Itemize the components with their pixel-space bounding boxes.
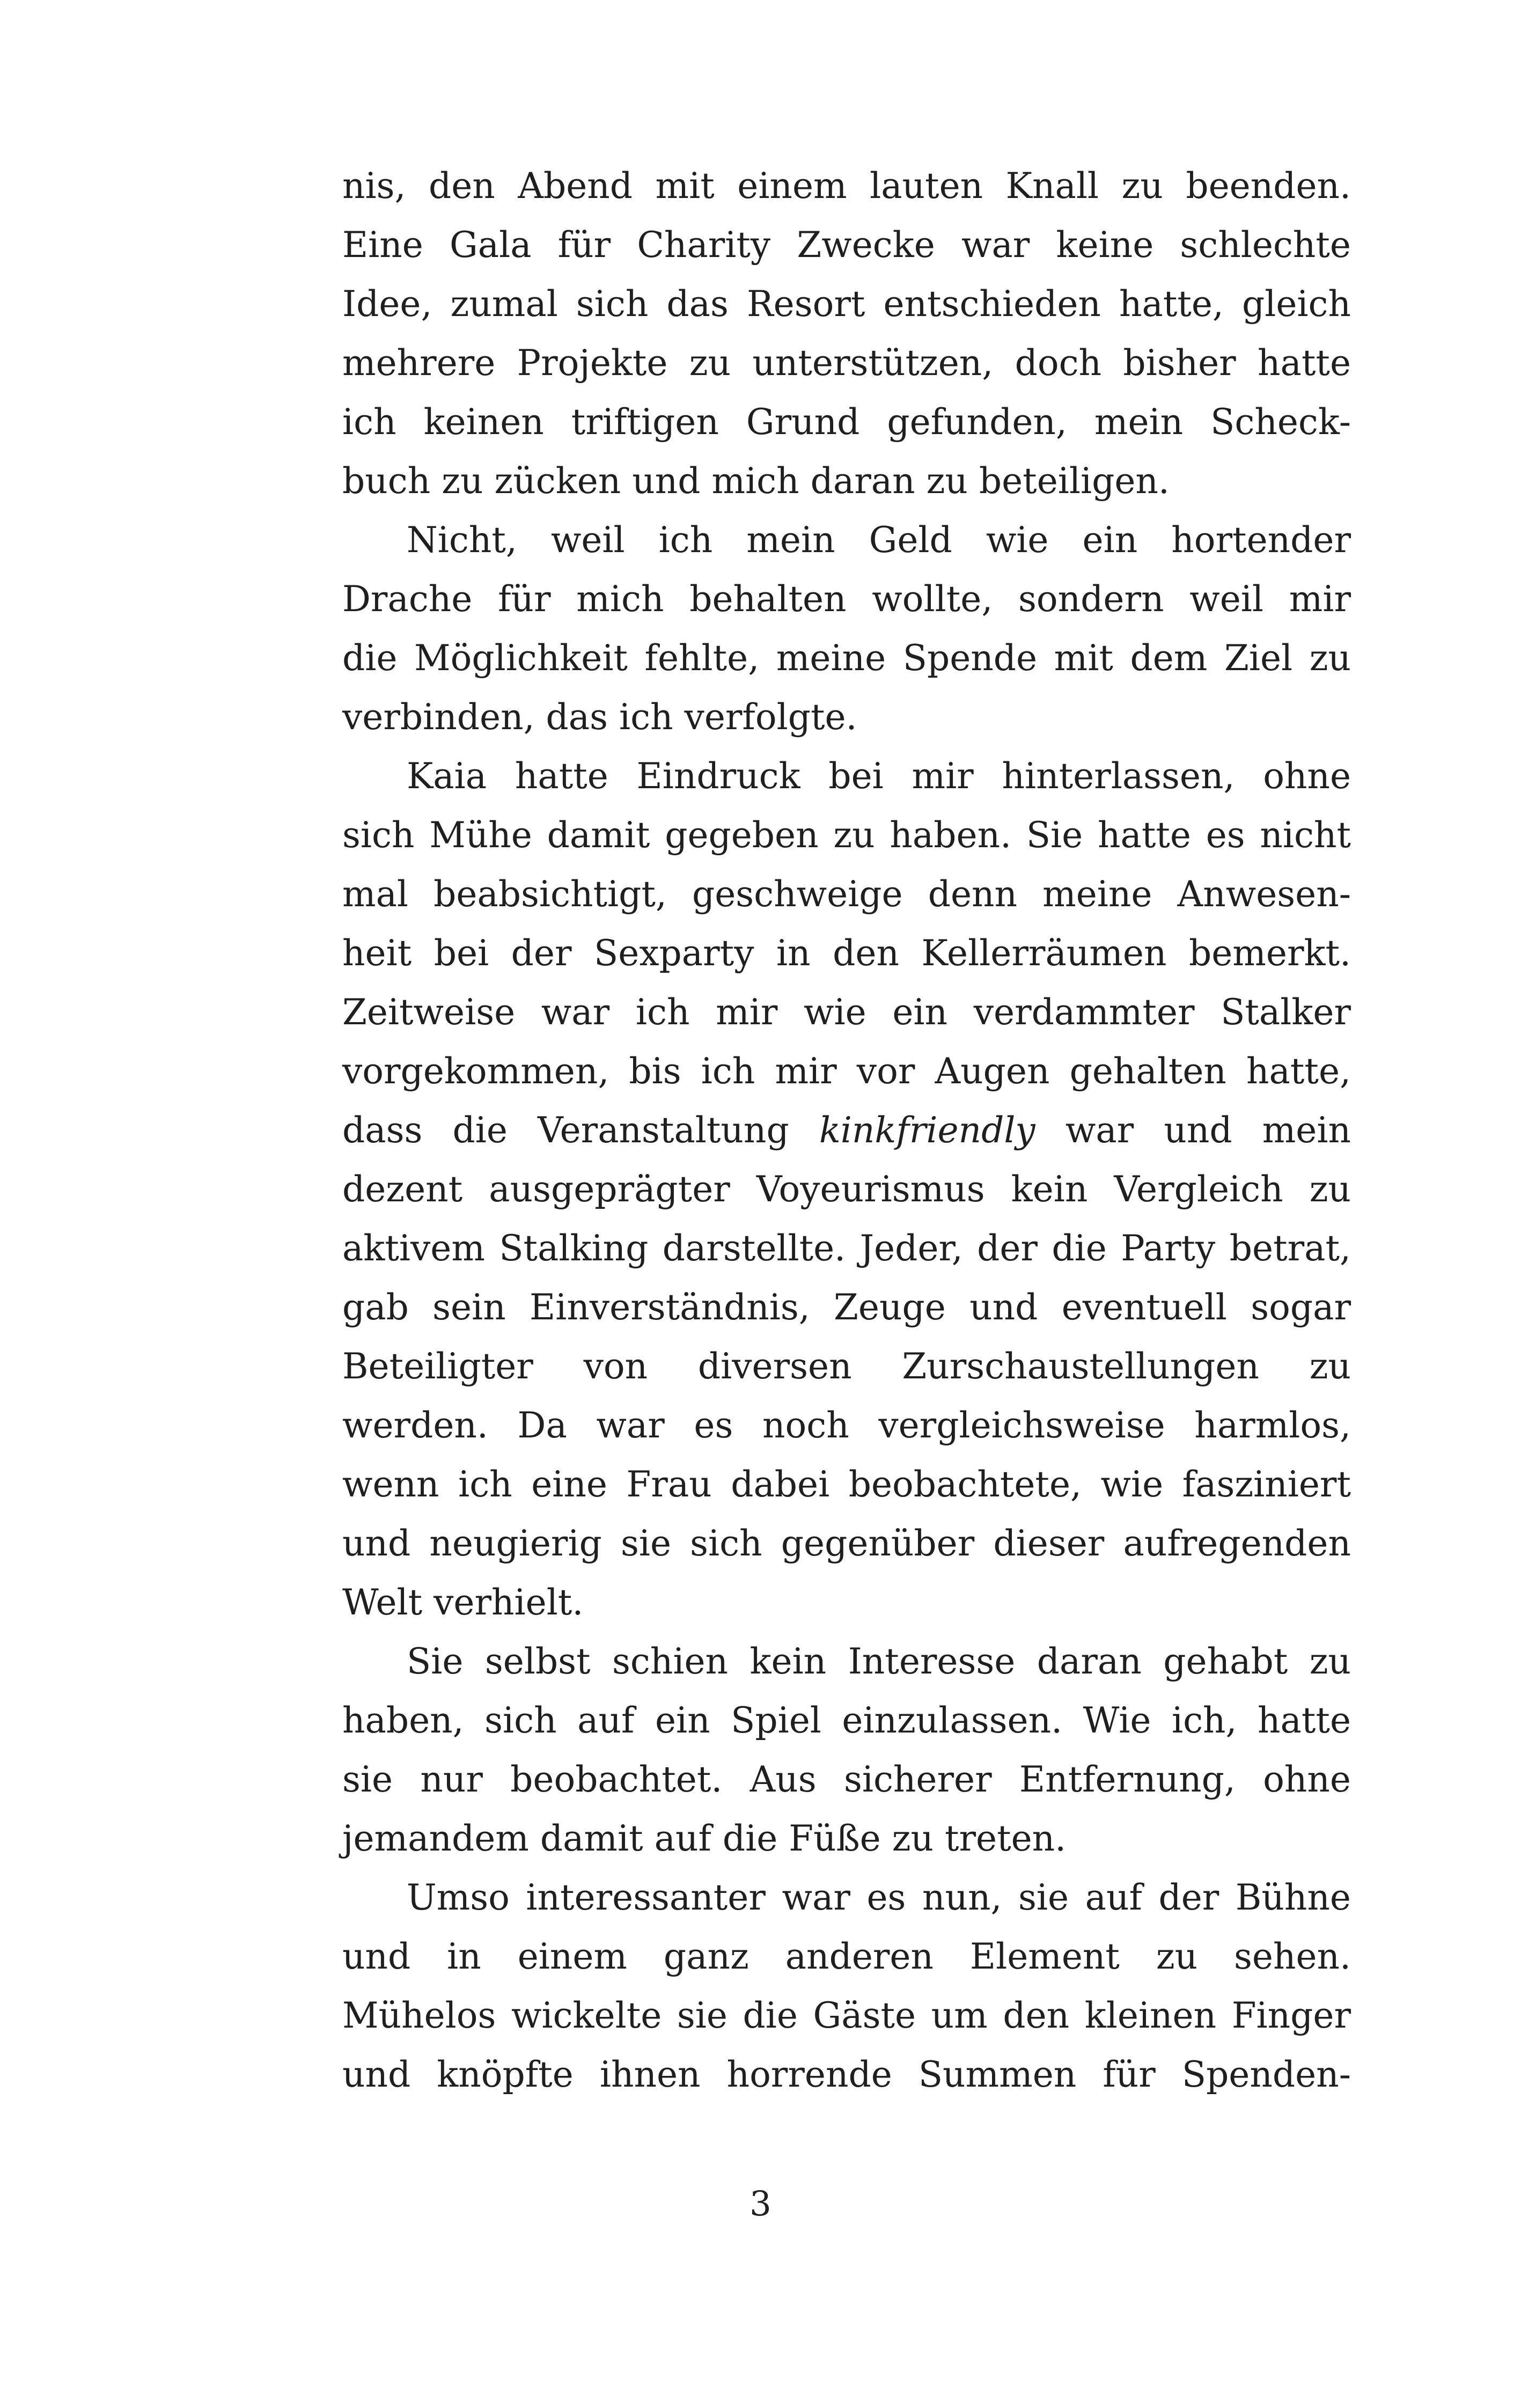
text-line: Sie selbst schien kein Interesse daran gehabt zu <box>407 1641 1351 1682</box>
text-line: buch zu zücken und mich daran zu beteiligen. <box>342 460 1170 502</box>
text-line-with-italic: dass die Veranstaltung kinkfriendly war und mein <box>342 1110 1351 1151</box>
text-line: wenn ich eine Frau dabei beobachtete, wie fasziniert <box>342 1464 1351 1505</box>
text-line: Beteiligter von diversen Zurschaustellungen zu <box>342 1346 1351 1387</box>
text-line: Zeitweise war ich mir wie ein verdammter Stalker <box>342 992 1351 1033</box>
text-line: sie nur beobachtet. Aus sicherer Entfernung, ohne <box>342 1759 1351 1800</box>
paragraph-1 <box>342 157 1351 511</box>
text-line: Umso interessanter war es nun, sie auf der Bühne <box>407 1877 1351 1918</box>
paragraph-5 <box>342 1868 1351 2104</box>
text-line: vorgekommen, bis ich mir vor Augen gehalten hatte, <box>342 1051 1351 1092</box>
body-text <box>342 157 1351 2104</box>
text-line: nis, den Abend mit einem lauten Knall zu beenden. <box>342 165 1351 207</box>
text-line: Drache für mich behalten wollte, sondern weil mir <box>342 578 1351 620</box>
text-line: Mühelos wickelte sie die Gäste um den kleinen Finger <box>342 1995 1351 2036</box>
text-line: werden. Da war es noch vergleichsweise harmlos, <box>342 1405 1351 1446</box>
text-line: gab sein Einverständnis, Zeuge und eventuell sogar <box>342 1287 1351 1328</box>
text-line: ich keinen triftigen Grund gefunden, mein Scheck- <box>342 401 1351 443</box>
text-line: sich Mühe damit gegeben zu haben. Sie hatte es nicht <box>342 814 1351 856</box>
text-line: und knöpfte ihnen horrende Summen für Spenden- <box>342 2054 1351 2095</box>
text-line: Kaia hatte Eindruck bei mir hinterlassen, ohne <box>407 755 1351 797</box>
paragraph-4 <box>342 1632 1351 1868</box>
text-line: verbinden, das ich verfolgte. <box>342 696 857 738</box>
text-line: aktivem Stalking darstellte. Jeder, der die Party betrat, <box>342 1228 1351 1269</box>
text-line: jemandem damit auf die Füße zu treten. <box>342 1818 1067 1859</box>
text-line: die Möglichkeit fehlte, meine Spende mit dem Ziel zu <box>342 637 1351 679</box>
text-line: mehrere Projekte zu unterstützen, doch bisher hatte <box>342 342 1351 384</box>
paragraph-2 <box>342 511 1351 747</box>
text-line: haben, sich auf ein Spiel einzulassen. Wie ich, hatte <box>342 1700 1351 1741</box>
text-line: dezent ausgeprägter Voyeurismus kein Vergleich zu <box>342 1169 1351 1210</box>
text-line: Idee, zumal sich das Resort entschieden hatte, gleich <box>342 283 1351 325</box>
text-line: und neugierig sie sich gegenüber dieser aufregenden <box>342 1523 1351 1564</box>
paragraph-3 <box>342 747 1351 1632</box>
text-line: heit bei der Sexparty in den Kellerräumen bemerkt. <box>342 933 1351 974</box>
page-number: 3 <box>750 2184 771 2224</box>
text-line: Nicht, weil ich mein Geld wie ein hortender <box>407 519 1351 561</box>
text-line: Eine Gala für Charity Zwecke war keine schlechte <box>342 224 1351 266</box>
text-line: Welt verhielt. <box>342 1582 584 1623</box>
italic-term: kinkfriendly <box>819 1110 1035 1151</box>
text-line: und in einem ganz anderen Element zu sehen. <box>342 1936 1351 1977</box>
text-line: mal beabsichtigt, geschweige denn meine Anwesen- <box>342 873 1351 915</box>
